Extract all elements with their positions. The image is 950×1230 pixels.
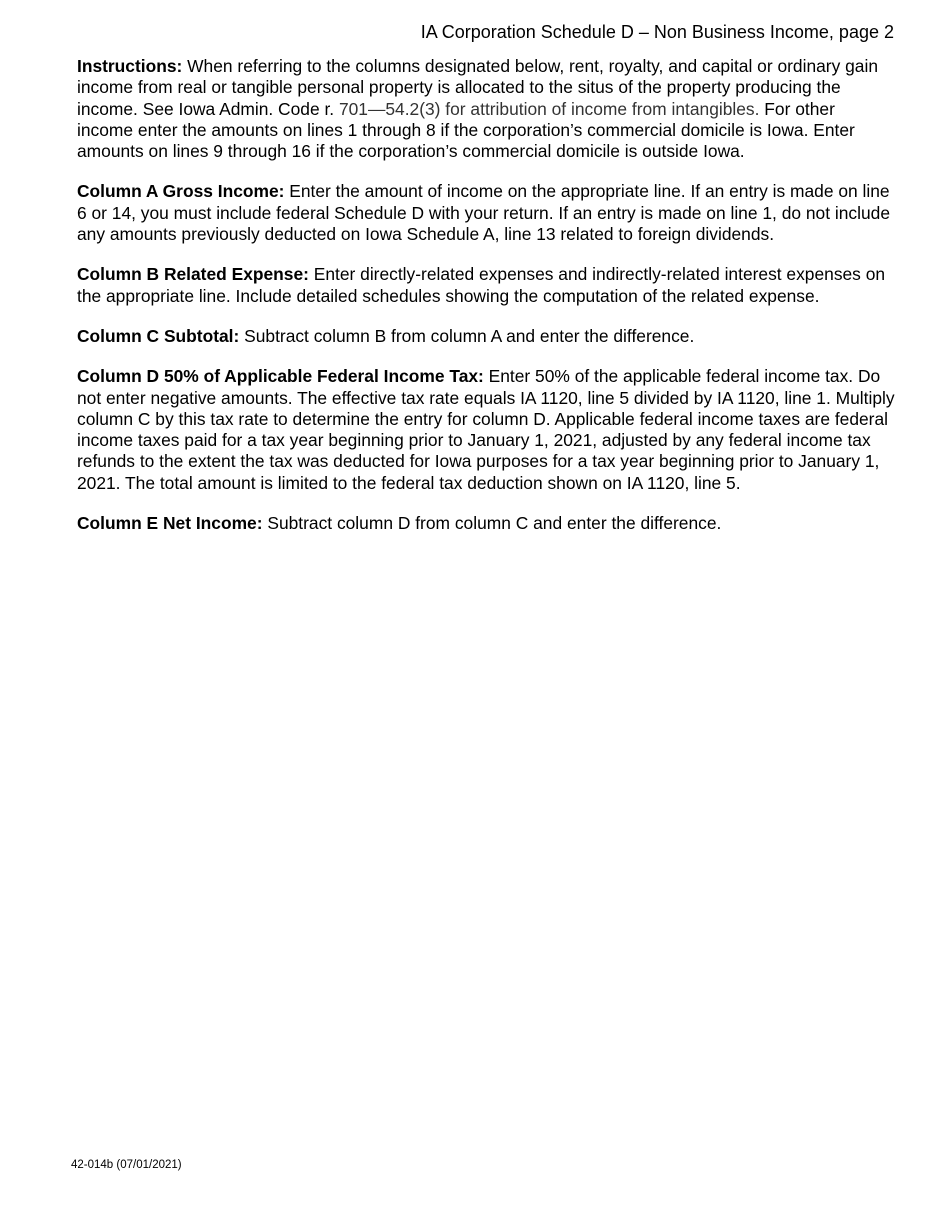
column-b-text: Enter directly-related expenses and indirectly-related interest expenses on the appropriate line. Include detailed schedules showing the computation of the related expense. [77, 264, 886, 306]
instructions-label: Instructions: [77, 56, 183, 76]
column-a-paragraph [77, 181, 895, 245]
column-a-text: Enter the amount of income on the appropriate line. If an entry is made on line 6 or 14, you must include federal Schedule D with your return. If an entry is made on line 1, do not include any amounts previously deducted on Iowa Schedule A, line 13 related to foreign dividends. [77, 181, 890, 245]
admin-code-reference: 701—54.2(3) for attribution of income from intangibles. [338, 98, 760, 119]
form-id-footer: 42-014b (07/01/2021) [71, 1159, 182, 1171]
column-e-paragraph [77, 513, 895, 534]
column-b-label: Column B Related Expense: [77, 264, 309, 285]
column-a-label: Column A Gross Income: [77, 181, 285, 202]
column-e-label: Column E Net Income: [77, 513, 263, 534]
column-c-paragraph [77, 326, 895, 347]
instructions-paragraph [77, 56, 895, 162]
column-b-paragraph [77, 264, 895, 307]
instructions-body [77, 56, 895, 553]
column-c-label: Column C Subtotal: [77, 325, 240, 346]
instructions-text-1: When referring to the columns designated below, rent, royalty, and capital or ordinary gain income from real or tangible personal property is allocated to the situs of the property producing the income. See Iowa Admin. Code r. [77, 56, 878, 119]
column-d-label: Column D 50% of Applicable Federal Income Tax: [77, 366, 484, 387]
column-e-text: Subtract column D from column C and enter the difference. [262, 513, 722, 534]
page-header: IA Corporation Schedule D – Non Business Income, page 2 [420, 22, 894, 42]
column-d-text: Enter 50% of the applicable federal income tax. Do not enter negative amounts. The effective tax rate equals IA 1120, line 5 divided by IA 1120, line 1. Multiply column C by this tax rate to determine the entry for column D. Applicable federal income taxes are federal income taxes paid for a tax year beginning prior to January 1, 2021, adjusted by any federal income tax refunds to the extent the tax was deducted for Iowa purposes for a tax year beginning prior to January 1, 2021. The total amount is limited to the federal tax deduction shown on IA 1120, line 5. [77, 366, 895, 493]
column-c-text: Subtract column B from column A and enter the difference. [239, 325, 695, 346]
instructions-text-2: For other income enter the amounts on lines 1 through 8 if the corporation’s commercial domicile is Iowa. Enter amounts on lines 9 through 16 if the corporation’s commercial domicile is outside Iowa. [77, 98, 855, 162]
column-d-paragraph [77, 366, 895, 494]
